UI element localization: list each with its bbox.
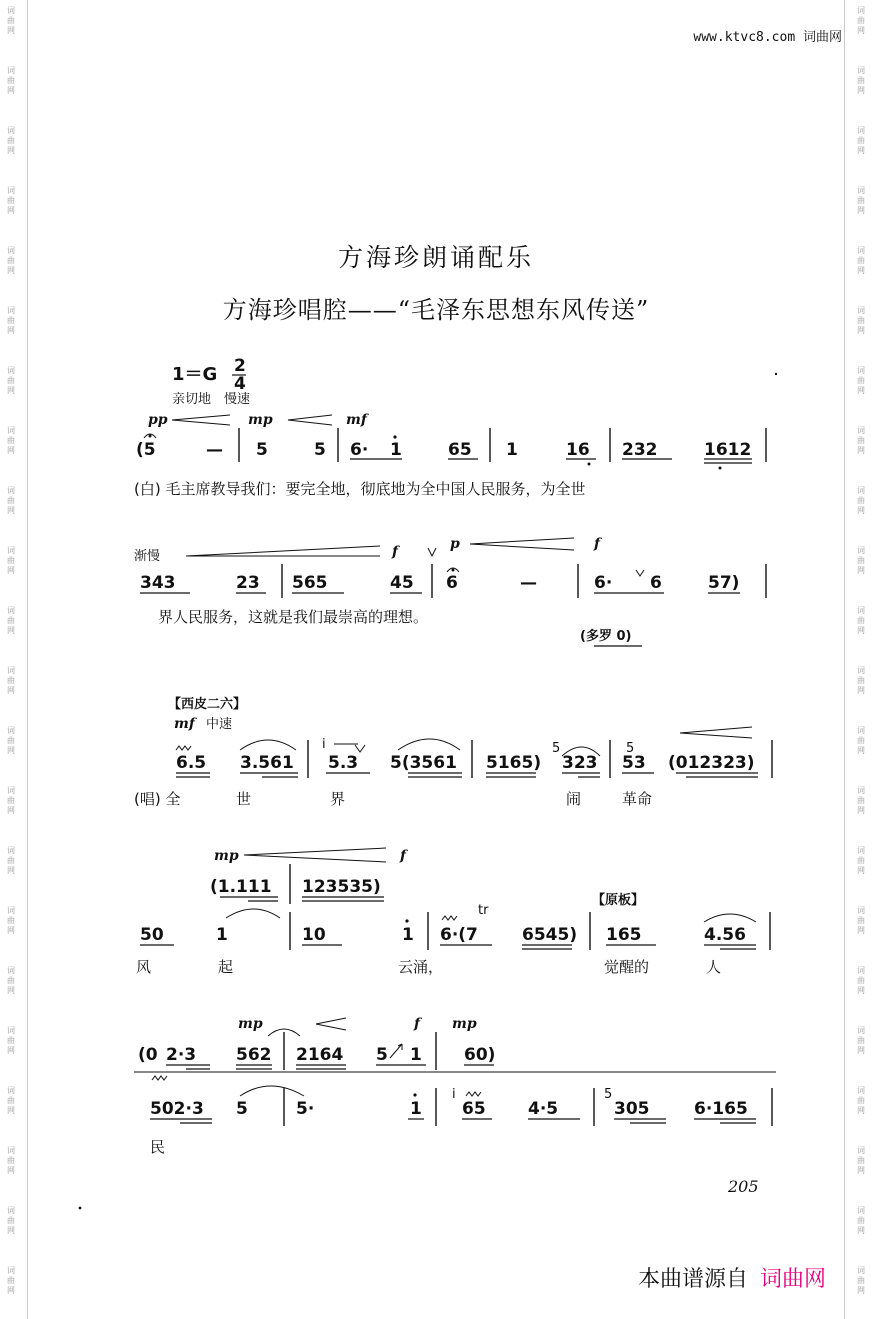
margin-watermark-mark: 词曲网 — [857, 1146, 865, 1175]
margin-watermark-mark: 词曲网 — [857, 66, 865, 95]
margin-watermark-mark: 词曲网 — [857, 726, 865, 755]
margin-watermark-mark: 词曲网 — [7, 186, 15, 215]
note: 6· — [350, 440, 369, 460]
note: 6 — [446, 573, 458, 593]
note: 5(3561 — [390, 753, 457, 773]
margin-watermark-mark: 词曲网 — [857, 786, 865, 815]
margin-watermark-mark: 词曲网 — [857, 366, 865, 395]
margin-watermark-mark: 词曲网 — [857, 546, 865, 575]
note: 6545) — [522, 925, 578, 945]
banshi-label: 【原板】 — [592, 893, 645, 908]
lyric: 民 — [150, 1138, 166, 1156]
margin-watermark-mark: 词曲网 — [857, 606, 865, 635]
note: 5 — [314, 440, 326, 460]
margin-watermark-mark: 词曲网 — [857, 906, 865, 935]
margin-watermark-mark: 词曲网 — [7, 126, 15, 155]
note: 50 — [140, 925, 164, 945]
margin-watermark-mark: 词曲网 — [7, 1206, 15, 1235]
source-credit-brand[interactable]: 词曲网 — [759, 1267, 826, 1292]
note: 1 — [216, 925, 228, 945]
dynamic-f: f — [414, 1016, 421, 1032]
margin-watermark-mark: 词曲网 — [857, 1266, 865, 1295]
margin-watermark-mark: 词曲网 — [857, 126, 865, 155]
margin-watermark-mark: 词曲网 — [7, 786, 15, 815]
margin-watermark-mark: 词曲网 — [857, 186, 865, 215]
lyric: (唱) 全 — [134, 790, 181, 808]
margin-watermark-mark: 词曲网 — [857, 486, 865, 515]
note: 6· — [594, 573, 613, 593]
upper-part: 2164 — [296, 1045, 344, 1065]
upper-part: 1 — [410, 1045, 422, 1065]
note: 165 — [606, 925, 642, 945]
margin-watermark-mark: 词曲网 — [7, 6, 15, 35]
page-number: 205 — [728, 1177, 759, 1196]
note: — — [520, 573, 537, 593]
note: 23 — [236, 573, 260, 593]
note: 6.5 — [176, 753, 207, 773]
dynamic-f: f — [392, 544, 399, 560]
dynamic-mp: mp — [214, 848, 239, 864]
svg-text:i: i — [452, 1087, 456, 1102]
margin-watermark-mark: 词曲网 — [7, 846, 15, 875]
dynamic-mp: mp — [452, 1016, 477, 1032]
dynamic-mp: mp — [248, 412, 273, 428]
note: 323 — [562, 753, 598, 773]
note: 5 — [256, 440, 268, 460]
upper-part: 2·3 — [166, 1045, 197, 1065]
note: — — [206, 440, 223, 460]
note: 4.56 — [704, 925, 746, 945]
margin-watermark-mark: 词曲网 — [857, 846, 865, 875]
svg-text:5: 5 — [626, 741, 635, 756]
margin-watermark-mark: 词曲网 — [7, 606, 15, 635]
lyric: 风 — [136, 958, 152, 976]
note: 305 — [614, 1099, 650, 1119]
margin-watermark-mark: 词曲网 — [857, 1086, 865, 1115]
lyric-line: 界人民服务，这就是我们最崇高的理想。 — [158, 608, 429, 626]
note: (012323) — [668, 753, 755, 773]
lyric: 革命 — [622, 790, 653, 808]
margin-watermark-mark: 词曲网 — [7, 1026, 15, 1055]
svg-text:5: 5 — [552, 741, 561, 756]
margin-watermark-mark: 词曲网 — [7, 666, 15, 695]
upper-part: 60) — [464, 1045, 496, 1065]
margin-watermark-mark: 词曲网 — [7, 726, 15, 755]
svg-text:5: 5 — [604, 1087, 613, 1102]
note: 6·165 — [694, 1099, 748, 1119]
note: 502·3 — [150, 1099, 204, 1119]
margin-watermark-mark: 词曲网 — [7, 66, 15, 95]
margin-watermark-mark: 词曲网 — [7, 306, 15, 335]
time-signature-bottom: 4 — [234, 374, 246, 394]
time-signature-top: 2 — [234, 356, 246, 376]
note: 45 — [390, 573, 414, 593]
tempo-marking: 中速 — [206, 717, 233, 732]
lyric: 人 — [706, 958, 722, 976]
upper-part: (1.111 — [210, 877, 272, 897]
dynamic-f: f — [400, 848, 407, 864]
note: 565 — [292, 573, 328, 593]
margin-watermark-mark: 词曲网 — [857, 306, 865, 335]
margin-watermark-mark: 词曲网 — [857, 1026, 865, 1055]
note: 5.3 — [328, 753, 359, 773]
margin-watermark-mark: 词曲网 — [857, 1206, 865, 1235]
note: (5 — [136, 440, 156, 460]
svg-text:i: i — [322, 737, 326, 752]
note: 1 — [506, 440, 518, 460]
margin-watermark-mark: 词曲网 — [857, 966, 865, 995]
margin-watermark-mark: 词曲网 — [7, 966, 15, 995]
lyric: 界 — [330, 790, 346, 808]
dynamic-f: f — [594, 536, 601, 552]
note: 53 — [622, 753, 646, 773]
percussion-note: (多罗 0) — [580, 629, 632, 644]
note: 5165) — [486, 753, 542, 773]
margin-watermark-mark: 词曲网 — [7, 426, 15, 455]
lyric: 觉醒的 — [604, 958, 650, 976]
banshi-label: 【西皮二六】 — [168, 697, 247, 712]
margin-watermark-mark: 词曲网 — [857, 666, 865, 695]
dynamic-pp: pp — [148, 412, 168, 428]
page-subtitle: 方海珍唱腔——“毛泽东思想东风传送” — [222, 296, 650, 324]
margin-watermark-mark: 词曲网 — [857, 246, 865, 275]
key-signature: 1＝G — [172, 364, 218, 385]
note: 1 — [402, 925, 414, 945]
margin-watermark-mark: 词曲网 — [857, 6, 865, 35]
upper-part: 5 — [376, 1045, 388, 1065]
margin-watermark-mark: 词曲网 — [7, 1266, 15, 1295]
lyric: 闹 — [566, 790, 582, 808]
source-credit — [638, 1262, 826, 1293]
tempo-marking: 渐慢 — [134, 549, 161, 564]
dynamic-mf: mf — [174, 716, 195, 732]
note: 5· — [296, 1099, 315, 1119]
note: 1612 — [704, 440, 752, 460]
note: 65 — [462, 1099, 486, 1119]
site-url[interactable]: www.ktvc8.com — [693, 30, 796, 45]
note: 4·5 — [528, 1099, 559, 1119]
note: 3.561 — [240, 753, 294, 773]
lyric: 世 — [236, 790, 252, 808]
dynamic-mp: mp — [238, 1016, 263, 1032]
note: 1 — [390, 440, 402, 460]
margin-watermark-mark: 词曲网 — [7, 486, 15, 515]
dynamic-p: p — [450, 536, 460, 552]
margin-watermark-mark: 词曲网 — [7, 1146, 15, 1175]
site-name[interactable]: 词曲网 — [802, 30, 842, 45]
margin-watermark-mark: 词曲网 — [7, 366, 15, 395]
upper-part: 562 — [236, 1045, 272, 1065]
margin-watermark-mark: 词曲网 — [857, 426, 865, 455]
lyric-line: (白) 毛主席教导我们：要完全地，彻底地为全中国人民服务，为全世 — [134, 480, 586, 498]
note: 6 — [650, 573, 662, 593]
source-credit-prefix: 本曲谱源自 — [637, 1267, 748, 1292]
note: 6·(7 — [440, 925, 478, 945]
tempo-marking: 亲切地 慢速 — [172, 392, 251, 407]
note: 343 — [140, 573, 176, 593]
note: 16 — [566, 440, 590, 460]
margin-watermark-mark: 词曲网 — [7, 246, 15, 275]
lyric: 云涌， — [398, 958, 444, 976]
note: 232 — [622, 440, 658, 460]
note: 10 — [302, 925, 326, 945]
upper-part: 123535) — [302, 877, 381, 897]
margin-watermark-mark: 词曲网 — [7, 906, 15, 935]
margin-watermark-mark: 词曲网 — [7, 546, 15, 575]
lyric: 起 — [218, 958, 234, 976]
note: 5 — [236, 1099, 248, 1119]
note: 65 — [448, 440, 472, 460]
dynamic-mf: mf — [346, 412, 367, 428]
note: 57) — [708, 573, 740, 593]
upper-part: (0 — [138, 1045, 158, 1065]
margin-watermark-mark: 词曲网 — [7, 1086, 15, 1115]
page-title: 方海珍朗诵配乐 — [337, 243, 534, 272]
trill-mark: tr — [478, 903, 489, 918]
note: 1 — [410, 1099, 422, 1119]
